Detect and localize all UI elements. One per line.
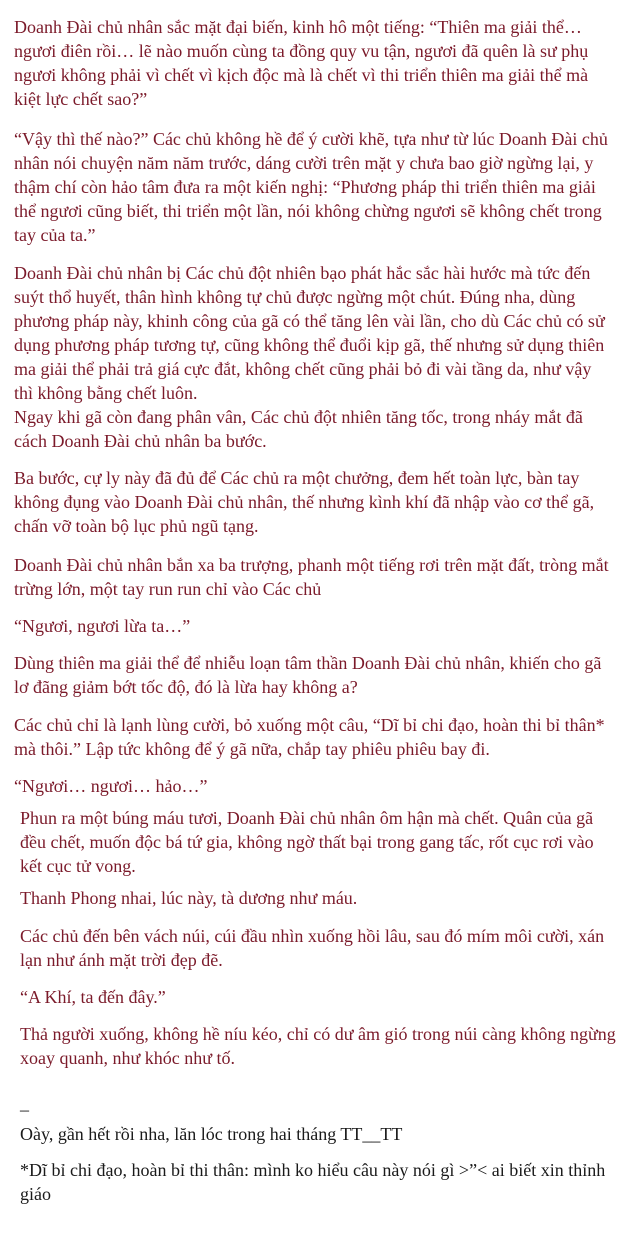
paragraph-10: “Ngươi… ngươi… hảo…” [14,776,208,796]
paragraph-12: Thanh Phong nhai, lúc này, tà dương như máu. [20,888,358,908]
paragraph-3: Doanh Đài chủ nhân bị Các chủ đột nhiên bạo phát hắc sắc hài hước mà tức đến suýt thổ huyết, thân hình không tự chủ được ngừng một chút. Đúng nha, dùng phương pháp này, khinh công của gã có thể tăng lên vài lần, cho dù Các chủ có sử dụng phương pháp tương tự, cũng không thể đuổi kịp gã, thế nhưng sử dụng thiên ma giải thể phải trả giá cực đắt, không chết cũng phải bỏ đi vài tầng da, như vậy thì không bằng chết luôn. [14,263,605,403]
paragraph-2: “Vậy thì thế nào?” Các chủ không hề để ý cười khẽ, tựa như từ lúc Doanh Đài chủ nhân nói chuyện năm năm trước, dáng cười trên mặt y chưa bao giờ ngừng lại, y thậm chí còn hảo tâm đưa ra một kiến nghị: “Phương pháp thi triển thiên ma giải thể ngươi cũng biết, thi triển một lần, nói không chừng ngươi sẽ không chết trong tay của ta.” [14,129,608,245]
paragraph-13: Các chủ đến bên vách núi, cúi đầu nhìn xuống hồi lâu, sau đó mím môi cười, xán lạn như ánh mặt trời đẹp đẽ. [20,926,605,970]
paragraph-11: Phun ra một búng máu tươi, Doanh Đài chủ nhân ôm hận mà chết. Quân của gã đều chết, muốn độc bá tứ gia, không ngờ thất bại trong gang tấc, rốt cục rơi vào kết cục tử vong. [20,808,594,876]
paragraph-14: “A Khí, ta đến đây.” [20,987,166,1007]
note-separator: _ [20,1093,29,1113]
paragraph-4: Ngay khi gã còn đang phân vân, Các chủ đột nhiên tăng tốc, trong nháy mắt đã cách Doanh Đài chủ nhân ba bước. [14,407,583,451]
paragraph-1: Doanh Đài chủ nhân sắc mặt đại biến, kinh hô một tiếng: “Thiên ma giải thể… ngươi điên rồi… lẽ nào muốn cùng ta đồng quy vu tận, ngươi đã quên là sư phụ ngươi không phải vì chết vì kịch độc mà là chết vì thi triển thiên ma giải thể mà kiệt lực chết sao?” [14,17,589,109]
paragraph-15: Thả người xuống, không hề níu kéo, chỉ có dư âm gió trong núi càng không ngừng xoay quanh, như khóc như tố. [20,1024,616,1068]
paragraph-6: Doanh Đài chủ nhân bắn xa ba trượng, phanh một tiếng rơi trên mặt đất, tròng mắt trừng lớn, một tay run run chỉ vào Các chủ [14,555,609,599]
paragraph-5: Ba bước, cự ly này đã đủ để Các chủ ra một chưởng, đem hết toàn lực, bàn tay không đụng vào Doanh Đài chủ nhân, thế nhưng kình khí đã nhập vào cơ thể gã, chấn vỡ toàn bộ lục phủ ngũ tạng. [14,468,595,536]
paragraph-7: “Ngươi, ngươi lừa ta…” [14,616,191,636]
paragraph-9: Các chủ chỉ là lạnh lùng cười, bỏ xuống một câu, “Dĩ bỉ chi đạo, hoàn thi bỉ thân* mà thôi.” Lập tức không để ý gã nữa, chắp tay phiêu phiêu bay đi. [14,715,605,759]
author-note: Oày, gần hết rồi nha, lăn lóc trong hai tháng TT__TT [20,1124,403,1144]
footnote: *Dĩ bỉ chi đạo, hoàn bỉ thi thân: mình ko hiểu câu này nói gì >”< ai biết xin thỉnh giáo [20,1160,606,1204]
paragraph-8: Dùng thiên ma giải thể để nhiễu loạn tâm thần Doanh Đài chủ nhân, khiến cho gã lơ đãng giảm bớt tốc độ, đó là lừa hay không a? [14,653,602,697]
